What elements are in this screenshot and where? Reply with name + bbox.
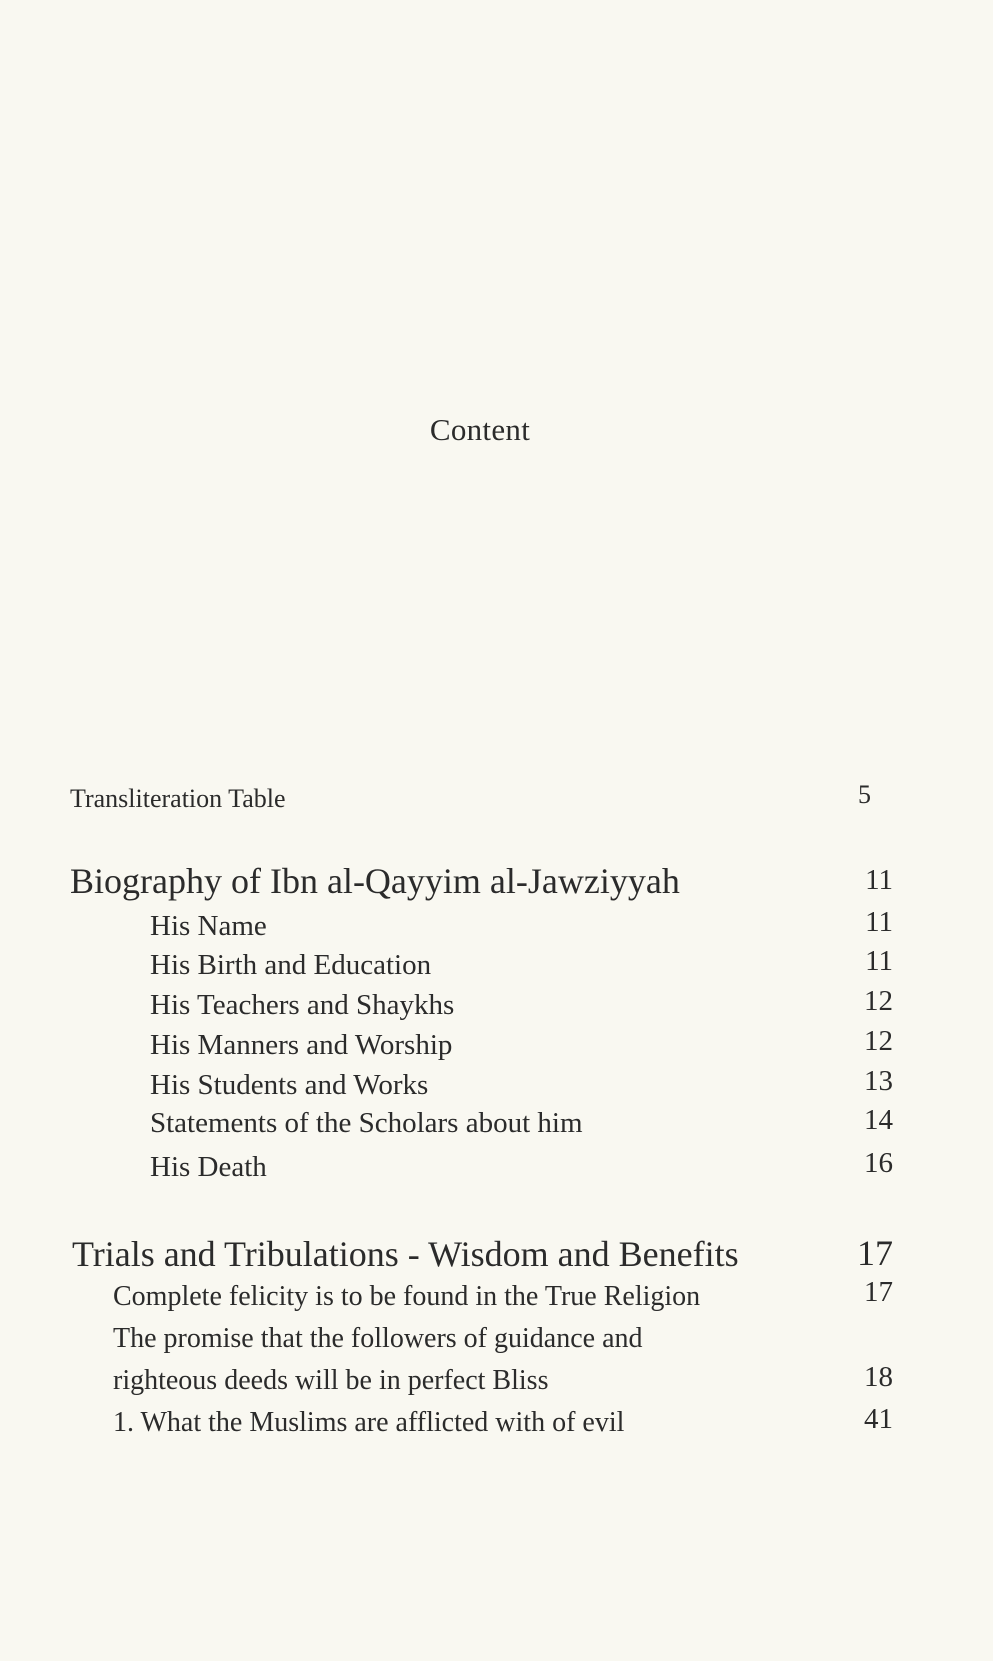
toc-entry-page: 41 — [864, 1403, 893, 1435]
toc-entry-title: His Death — [150, 1151, 267, 1183]
toc-entry-page: 16 — [864, 1147, 893, 1179]
toc-entry-page: 11 — [865, 906, 893, 938]
toc-entry-title: His Manners and Worship — [150, 1029, 453, 1061]
toc-entry-page: 18 — [864, 1361, 893, 1393]
toc-entry-page: 12 — [864, 985, 893, 1017]
toc-section-page: 17 — [857, 1233, 893, 1273]
page-title: Content — [429, 412, 531, 447]
toc-section-page: 11 — [865, 864, 893, 896]
toc-entry-title-line2: righteous deeds will be in perfect Bliss — [113, 1365, 549, 1396]
toc-entry-page: 17 — [864, 1276, 893, 1308]
toc-section-title: Biography of Ibn al-Qayyim al-Jawziyyah — [70, 861, 680, 901]
toc-entry-page: 11 — [865, 945, 893, 977]
toc-entry-title: Statements of the Scholars about him — [150, 1107, 583, 1139]
toc-entry-title: Transliteration Table — [70, 784, 286, 813]
toc-entry-title: His Teachers and Shaykhs — [150, 989, 455, 1021]
toc-entry-title: His Name — [150, 910, 267, 942]
toc-section-title: Trials and Tribulations - Wisdom and Benefits — [72, 1234, 739, 1274]
toc-entry-title: Complete felicity is to be found in the True Religion — [113, 1281, 701, 1312]
toc-entry-page: 14 — [864, 1104, 893, 1136]
toc-entry-page: 13 — [864, 1065, 893, 1097]
toc-entry-title: His Students and Works — [150, 1069, 429, 1101]
toc-entry-page: 5 — [858, 780, 871, 809]
toc-entry-title-line1: The promise that the followers of guidance and — [113, 1323, 643, 1354]
toc-entry-page: 12 — [864, 1025, 893, 1057]
toc-entry-title: His Birth and Education — [150, 949, 432, 981]
toc-entry-title: 1. What the Muslims are afflicted with of evil — [113, 1407, 625, 1438]
